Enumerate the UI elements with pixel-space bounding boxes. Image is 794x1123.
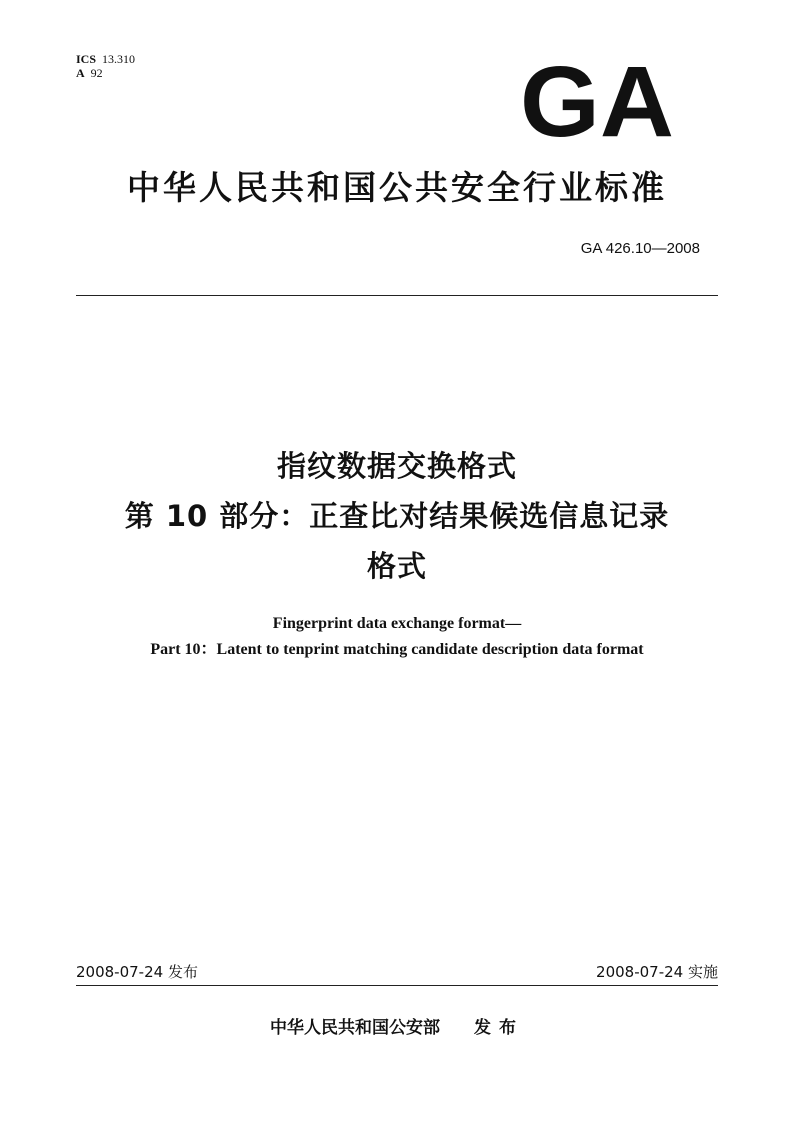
issuer-name: 中华人民共和国公安部	[270, 1018, 440, 1038]
issuer	[0, 1016, 794, 1040]
ccs-code: 92	[90, 66, 103, 80]
issuer-action: 发布	[474, 1018, 524, 1038]
title-cn-line1: 指纹数据交换格式	[276, 449, 517, 483]
organization-title: 中华人民共和国公共安全行业标准	[127, 168, 667, 207]
implementation-date: 2008-07-24 实施	[596, 963, 718, 981]
ics-line	[76, 52, 135, 66]
title-cn-line3: 格式	[366, 549, 427, 583]
title-en-line2: Part 10：Latent to tenprint matching candidate description data format	[150, 641, 644, 658]
ccs-line	[76, 66, 135, 80]
ics-label: ICS	[76, 52, 97, 66]
title-en-line1: Fingerprint data exchange format—	[272, 615, 522, 632]
ics-code: 13.310	[102, 52, 136, 66]
title-cn-line2: 第 10 部分：正查比对结果候选信息记录	[124, 499, 670, 533]
top-divider	[76, 295, 718, 296]
ga-logo	[518, 56, 676, 142]
ccs-label: A	[76, 66, 85, 80]
classification-codes	[76, 52, 135, 80]
bottom-divider	[76, 985, 718, 986]
standard-number: GA 426.10—2008	[580, 240, 700, 257]
logo-text: GA	[520, 56, 674, 142]
issue-date: 2008-07-24 发布	[76, 963, 198, 981]
